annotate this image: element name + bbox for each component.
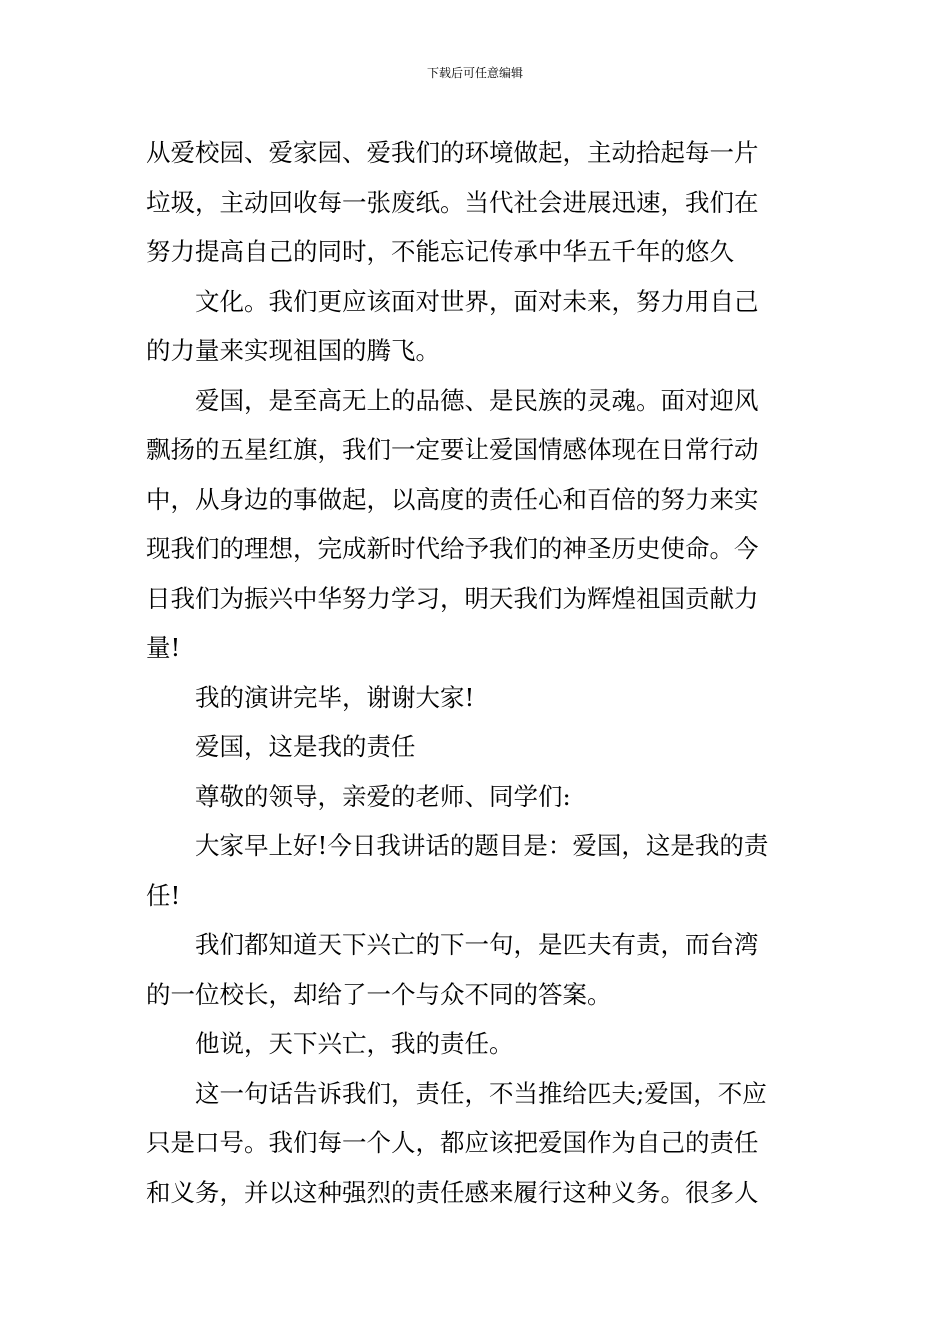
text-line: 我的演讲完毕，谢谢大家! — [195, 682, 475, 712]
text-line: 他说，天下兴亡，我的责任。 — [195, 1029, 514, 1058]
page-header: 下载后可任意编辑 — [426, 66, 523, 80]
text-line: 文化。我们更应该面对世界，面对未来，努力用自己 — [195, 286, 759, 316]
paragraph-1 — [146, 128, 816, 277]
text-line: 爱国，这是我的责任 — [195, 732, 416, 761]
text-line: 和义务，并以这种强烈的责任感来履行这种义务。很多人 — [146, 1177, 759, 1207]
text-line: 尊敬的领导，亲爱的老师、同学们: — [195, 781, 571, 811]
text-line: 日我们为振兴中华努力学习，明天我们为辉煌祖国贡献力 — [146, 583, 759, 613]
paragraph-9 — [146, 1019, 816, 1069]
paragraph-5-title — [146, 722, 816, 772]
paragraph-10 — [146, 1069, 816, 1218]
text-line: 飘扬的五星红旗，我们一定要让爱国情感体现在日常行动 — [146, 435, 759, 464]
paragraph-7 — [146, 821, 816, 920]
text-line: 量! — [146, 633, 181, 662]
paragraph-8 — [146, 920, 816, 1019]
paragraph-6-salutation — [146, 772, 816, 822]
text-line: 爱国，是至高无上的品德、是民族的灵魂。面对迎风 — [195, 385, 759, 415]
text-line: 只是口号。我们每一个人，都应该把爱国作为自己的责任 — [146, 1128, 759, 1157]
text-line: 我们都知道天下兴亡的下一句，是匹夫有责，而台湾 — [195, 930, 759, 959]
text-line: 努力提高自己的同时，不能忘记传承中华五千年的悠久 — [146, 237, 734, 266]
text-line: 的一位校长，却给了一个与众不同的答案。 — [146, 979, 612, 1009]
text-line: 的力量来实现祖国的腾飞。 — [146, 336, 440, 365]
paragraph-3 — [146, 376, 816, 673]
paragraph-2 — [146, 277, 816, 376]
paragraph-4 — [146, 673, 816, 723]
text-line: 大家早上好!今日我讲话的题目是：爱国，这是我的责 — [195, 831, 769, 860]
document-body — [146, 128, 816, 1217]
text-line: 中，从身边的事做起，以高度的责任心和百倍的努力来实 — [146, 484, 759, 514]
text-line: 任! — [146, 880, 181, 910]
text-line: 垃圾，主动回收每一张废纸。当代社会进展迅速，我们在 — [146, 187, 759, 217]
text-line: 这一句话告诉我们，责任，不当推给匹夫;爱国，不应 — [195, 1078, 767, 1108]
text-line: 从爱校园、爱家园、爱我们的环境做起，主动拾起每一片 — [146, 138, 759, 167]
text-line: 现我们的理想，完成新时代给予我们的神圣历史使命。今 — [146, 534, 759, 563]
